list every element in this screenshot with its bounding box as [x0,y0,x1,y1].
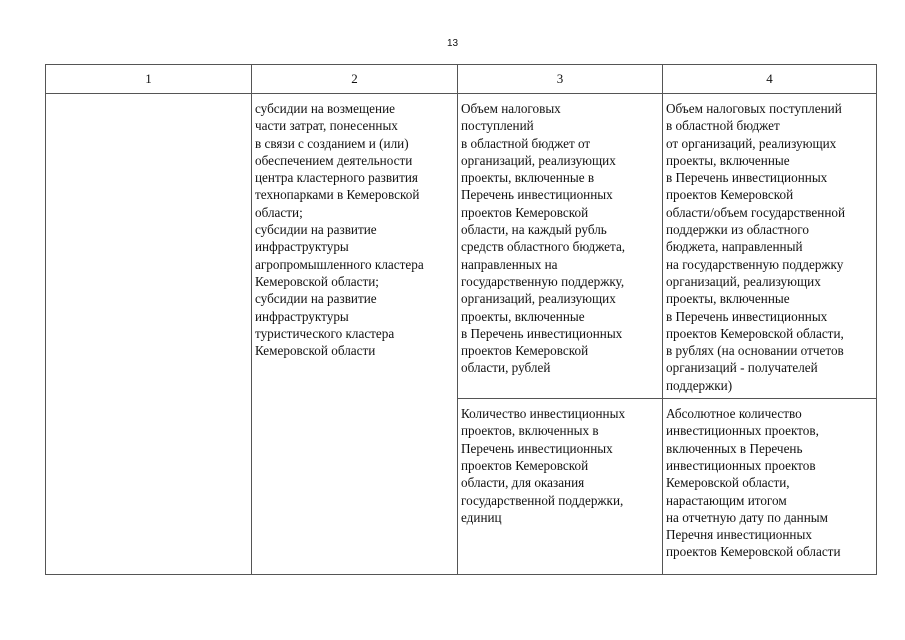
cell-col1-text [46,94,251,104]
cell-indicator-project-count [458,399,663,575]
indicator-project-count-text: Количество инвестиционных проектов, включенных в Перечень инвестиционных проектов Кемеровской области, для оказания государственной поддержки, единиц [461,406,626,525]
header-row [46,65,877,94]
cell-method-tax-revenue [663,94,877,399]
table-row [46,94,877,399]
indicator-table [45,64,877,575]
header-cell-4: 4 [663,65,877,94]
header-cell-1: 1 [46,65,252,94]
indicator-tax-revenue-text: Объем налоговых поступлений в областной бюджет от организаций, реализующих проекты, включенные в Перечень инвестиционных проектов Кемеровской области, на каждый рубль средств областного бюджета, направленных на государственную поддержку, организаций, реализующих проекты, включенные в Перечень инвестиционных проектов Кемеровской области, рублей [461,101,626,376]
cell-col1 [46,94,252,575]
cell-subsidies [252,94,458,575]
cell-indicator-tax-revenue [458,94,663,399]
method-project-count-text: Абсолютное количество инвестиционных проектов, включенных в Перечень инвестиционных проектов Кемеровской области, нарастающим итогом на отчетную дату по данным Перечня инвестиционных проектов Кемеровской области [666,406,841,560]
header-cell-2: 2 [252,65,458,94]
method-tax-revenue-text: Объем налоговых поступлений в областной бюджет от организаций, реализующих проекты, включенные в Перечень инвестиционных проектов Кемеровской области/объем государственной поддержки из областного бюджета, направленный на государственную поддержку организаций, реализующих проекты, включенные в Перечень инвестиционных проектов Кемеровской области, в рублях (на основании отчетов организаций - получателей поддержки) [666,101,846,393]
subsidies-text: субсидии на возмещение части затрат, понесенных в связи с созданием и (или) обеспечением деятельности центра кластерного развития технопарками в Кемеровской области; субсидии на развитие инфраструктуры агропромышленного кластера Кемеровской области; субсидии на развитие инфраструктуры туристического кластера Кемеровской области [255,101,424,359]
header-cell-3: 3 [458,65,663,94]
cell-method-project-count [663,399,877,575]
page-number: 13 [446,38,459,49]
